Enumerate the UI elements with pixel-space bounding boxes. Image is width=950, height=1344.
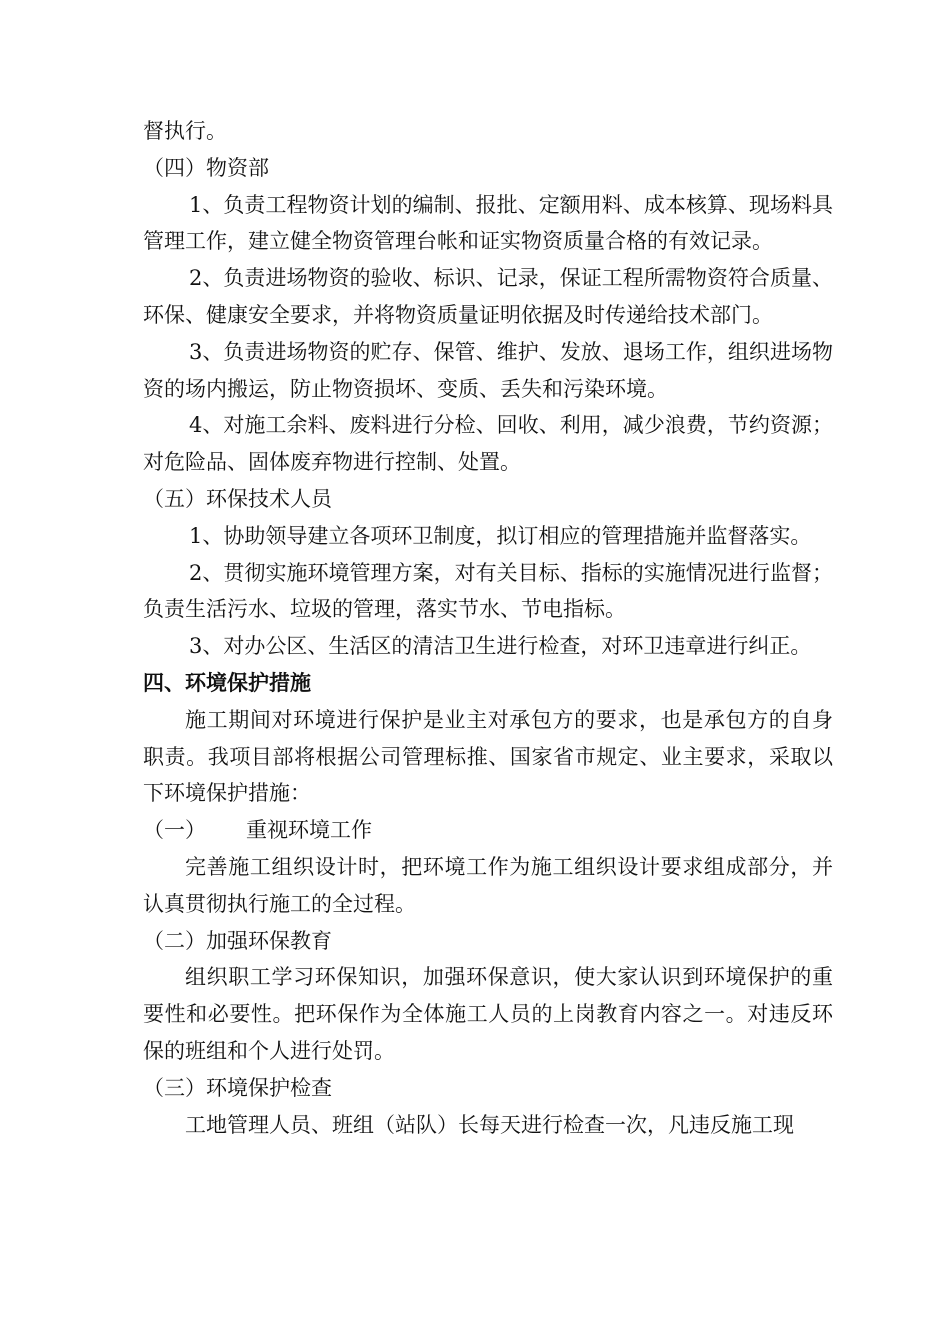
paragraph-continuation: 督执行。 — [143, 119, 227, 143]
measure-1-text: 完善施工组织设计时，把环境工作为施工组织设计要求组成部分，并认真贯彻执行施工的全过程。 — [143, 854, 833, 916]
env-staff-item-1: 1、协助领导建立各项环卫制度，拟订相应的管理措施并监督落实。 — [189, 523, 812, 548]
materials-item-2: 2、负责进场物资的验收、标识、记录，保证工程所需物资符合质量、环保、健康安全要求，并将物资质量证明依据及时传递给技术部门。 — [143, 266, 833, 327]
materials-item-3: 3、负责进场物资的贮存、保管、维护、发放、退场工作，组织进场物资的场内搬运，防止物资损坏、变质、丢失和污染环境。 — [143, 339, 833, 401]
materials-item-1: 1、负责工程物资计划的编制、报批、定额用料、成本核算、现场料具管理工作，建立健全物资管理台帐和证实物资质量合格的有效记录。 — [143, 192, 833, 254]
measure-3-title: （三）环境保护检查 — [143, 1075, 332, 1100]
subsection-title-env-staff: （五）环保技术人员 — [143, 486, 332, 511]
measure-2-text: 组织职工学习环保知识，加强环保意识，使大家认识到环境保护的重要性和必要性。把环保作为全体施工人员的上岗教育内容之一。对违反环保的班组和个人进行处罚。 — [143, 965, 833, 1063]
env-staff-item-2: 2、贯彻实施环境管理方案，对有关目标、指标的实施情况进行监督；负责生活污水、垃圾的管理，落实节水、节电指标。 — [143, 560, 833, 622]
measure-1-number: （一） — [143, 818, 206, 843]
section-title-env-protection: 四、环境保护措施 — [143, 670, 311, 695]
document-body — [143, 113, 833, 1143]
env-staff-item-3: 3、对办公区、生活区的清洁卫生进行检查，对环卫违章进行纠正。 — [189, 634, 812, 659]
measure-3-text: 工地管理人员、班组（站队）长每天进行检查一次，凡违反施工现 — [185, 1112, 794, 1137]
subsection-title-materials: （四）物资部 — [143, 155, 269, 180]
measure-1-title — [143, 812, 833, 849]
measure-2-title: （二）加强环保教育 — [143, 928, 332, 953]
measure-1-label: 重视环境工作 — [246, 818, 372, 843]
section-intro: 施工期间对环境进行保护是业主对承包方的要求，也是承包方的自身职责。我项目部将根据公司管理标推、国家省市规定、业主要求，采取以下环境保护措施： — [143, 707, 833, 806]
materials-item-4: 4、对施工余料、废料进行分检、回收、利用，减少浪费，节约资源；对危险品、固体废弃物进行控制、处置。 — [143, 413, 833, 475]
